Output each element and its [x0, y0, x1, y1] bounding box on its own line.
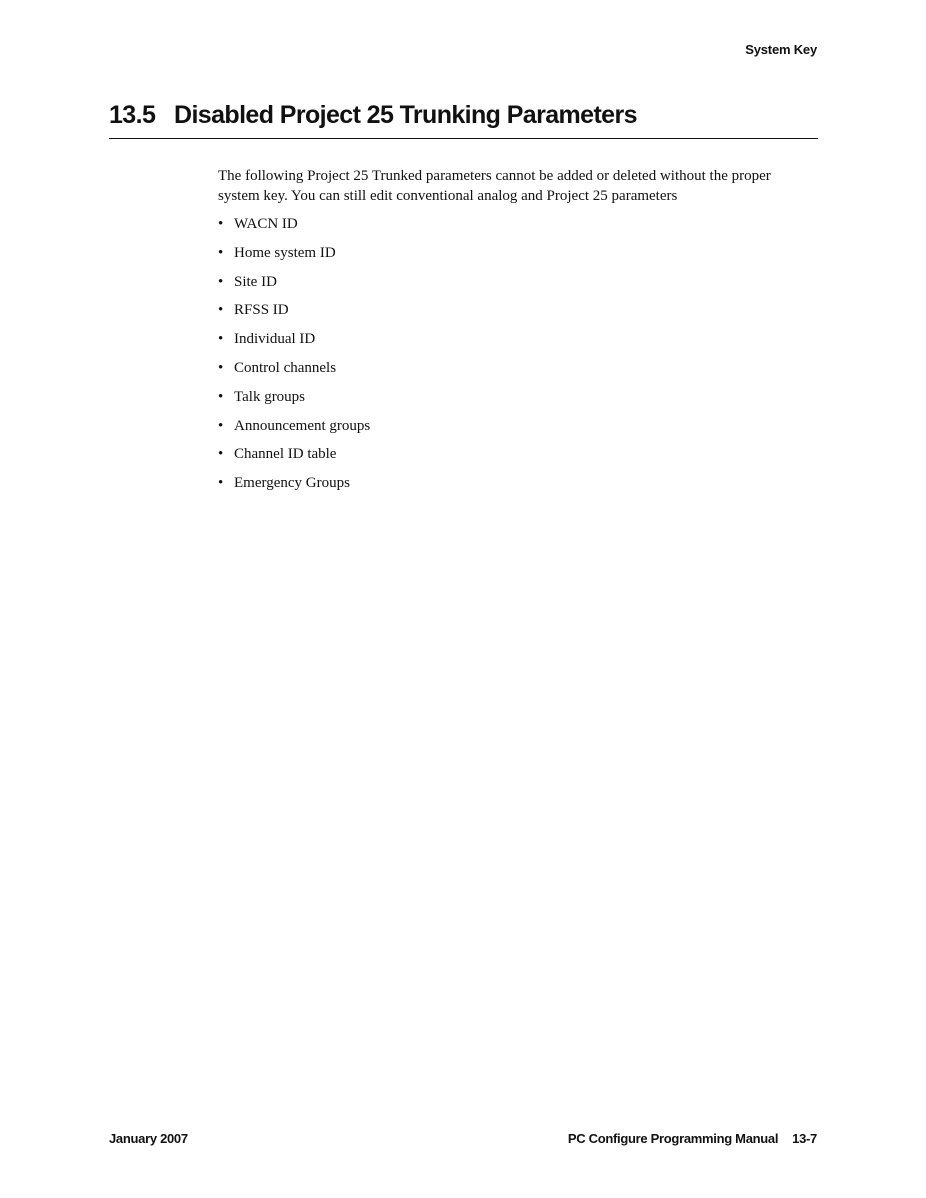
- bullet-icon: •: [218, 475, 224, 492]
- list-item: [218, 241, 370, 270]
- list-item-text: RFSS ID: [234, 302, 289, 319]
- bullet-icon: •: [218, 388, 224, 405]
- list-item-text: WACN ID: [234, 216, 298, 232]
- list-item: [218, 270, 370, 299]
- intro-paragraph: The following Project 25 Trunked parameters cannot be added or deleted without the proper system key. You can still edit conventional analog and Project 25 parameters: [218, 168, 771, 204]
- list-item-text: Individual ID: [234, 331, 316, 348]
- bullet-icon: •: [218, 244, 224, 261]
- list-item-text: Emergency Groups: [234, 475, 350, 492]
- section-heading: [109, 101, 817, 130]
- list-item-text: Announcement groups: [234, 417, 371, 434]
- section-number: 13.5: [109, 101, 156, 129]
- list-item-text: Home system ID: [234, 244, 336, 261]
- list-item-text: Site ID: [234, 273, 277, 290]
- list-item: [218, 356, 370, 385]
- footer-date: January 2007: [109, 1131, 188, 1146]
- section-divider: [109, 138, 818, 139]
- list-item-text: Channel ID table: [234, 446, 337, 463]
- running-header: System Key: [745, 42, 817, 57]
- list-item-text: Talk groups: [234, 388, 306, 405]
- list-item: [218, 212, 370, 241]
- bullet-icon: •: [218, 446, 224, 463]
- bullet-icon: •: [218, 216, 224, 232]
- bullet-icon: •: [218, 359, 224, 376]
- list-item: [218, 471, 370, 500]
- list-item: [218, 414, 370, 443]
- bullet-icon: •: [218, 302, 224, 319]
- list-item: [218, 298, 370, 327]
- bullet-icon: •: [218, 417, 224, 434]
- bullet-icon: •: [218, 331, 224, 348]
- footer-manual-title: PC Configure Programming Manual: [567, 1131, 779, 1146]
- list-item: [218, 442, 370, 471]
- list-item-text: Control channels: [234, 359, 337, 376]
- list-item: [218, 385, 370, 414]
- parameter-list: [218, 212, 370, 500]
- section-title: Disabled Project 25 Trunking Parameters: [174, 101, 637, 129]
- page-number: 13-7: [792, 1131, 817, 1146]
- footer-info: [568, 1131, 817, 1146]
- bullet-icon: •: [218, 273, 224, 290]
- list-item: [218, 327, 370, 356]
